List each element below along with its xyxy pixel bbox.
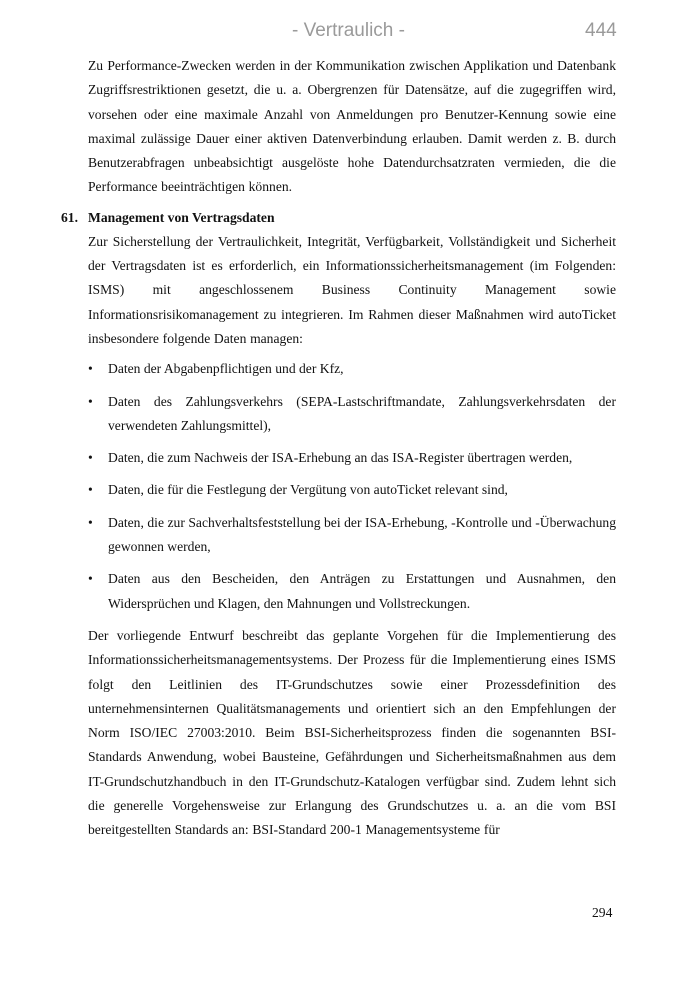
list-item-text: Daten, die zur Sachverhaltsfeststellung bei der ISA-Erhebung, -Kontrolle und -Überwachung gewonnen werden, <box>108 514 616 555</box>
list-item <box>88 357 616 381</box>
list-item-text: Daten, die für die Festlegung der Vergütung von autoTicket relevant sind, <box>108 482 508 498</box>
data-bullet-list <box>88 357 616 616</box>
bullet-icon: • <box>88 393 93 409</box>
list-item <box>88 567 616 616</box>
page-header <box>0 16 700 46</box>
section-paragraph: Zur Sicherstellung der Vertraulichkeit, Integrität, Verfügbarkeit, Vollständigkeit und Sicherheit der Vertragsdaten ist es erforderlich, ein Informationssicherheitsmanagement (im Folgenden: ISMS) mit angeschlossenem Business Continuity Management sowie Informationsrisikomanagement zu integrieren. Im Rahmen dieser Maßnahmen wird autoTicket insbesondere folgende Daten managen: <box>88 233 616 346</box>
section-heading <box>61 206 616 230</box>
list-item <box>88 478 616 502</box>
list-item-text: Daten des Zahlungsverkehrs (SEPA-Lastschriftmandate, Zahlungsverkehrsdaten der verwendeten Zahlungsmittel), <box>108 393 616 433</box>
confidential-label: - Vertraulich - <box>292 20 405 41</box>
bullet-icon: • <box>88 450 93 466</box>
bullet-icon: • <box>88 361 93 377</box>
closing-paragraph: Der vorliegende Entwurf beschreibt das geplante Vorgehen für die Implementierung des Informationssicherheitsmanagementsystems. Der Prozess für die Implementierung eines ISMS folgt den Leitlinien des IT-Grundschutzes sowie einer Prozessdefinition des unternehmensinternen Qualitätsmanagements und orientiert sich an den Empfehlungen der Norm ISO/IEC 27003:2010. Beim BSI-Sicherheitsprozess finden die sogenannten BSI-Standards Anwendung, wobei Bausteine, Gefährdungen und Sicherheitsmaßnahmen aus dem IT-Grundschutzhandbuch in den IT-Grundschutz-Katalogen verfügbar sind. Zudem lehnt sich die generelle Vorgehensweise zur Erlangung des Grundschutzes u. a. an die vom BSI bereitgestellten Standards an: BSI-Standard 200-1 Managementsysteme für <box>88 627 616 838</box>
list-item <box>88 511 616 560</box>
bullet-icon: • <box>88 514 93 530</box>
intro-paragraph: Zu Performance-Zwecken werden in der Kommunikation zwischen Applikation und Datenbank Zugriffsrestriktionen gesetzt, die u. a. Obergrenzen für Datensätze, auf die zugegriffen wird, vorsehen oder eine maximale Anzahl von Anmeldungen pro Benutzer-Kennung sowie eine maximal zulässige Dauer einer aktiven Datenverbindung erlauben. Damit werden z. B. durch Benutzerabfragen unbeabsichtigt ausgelöste hohe Datendurchsatzraten vermieden, die die Performance beeinträchtigen können. <box>88 58 616 195</box>
list-item-text: Daten der Abgabenpflichtigen und der Kfz, <box>108 361 344 377</box>
footer-page-number: 294 <box>592 905 613 920</box>
header-page-number: 444 <box>585 20 617 41</box>
bullet-icon: • <box>88 571 93 587</box>
section-title: Management von Vertragsdaten <box>88 209 275 225</box>
list-item <box>88 446 616 470</box>
list-item-text: Daten aus den Bescheiden, den Anträgen zu Erstattungen und Ausnahmen, den Widersprüchen und Klagen, den Mahnungen und Vollstreckungen. <box>108 571 616 611</box>
section-number: 61. <box>61 209 78 225</box>
list-item-text: Daten, die zum Nachweis der ISA-Erhebung an das ISA-Register übertragen werden, <box>108 450 573 466</box>
list-item <box>88 390 616 439</box>
bullet-icon: • <box>88 482 93 498</box>
document-body <box>61 54 616 843</box>
